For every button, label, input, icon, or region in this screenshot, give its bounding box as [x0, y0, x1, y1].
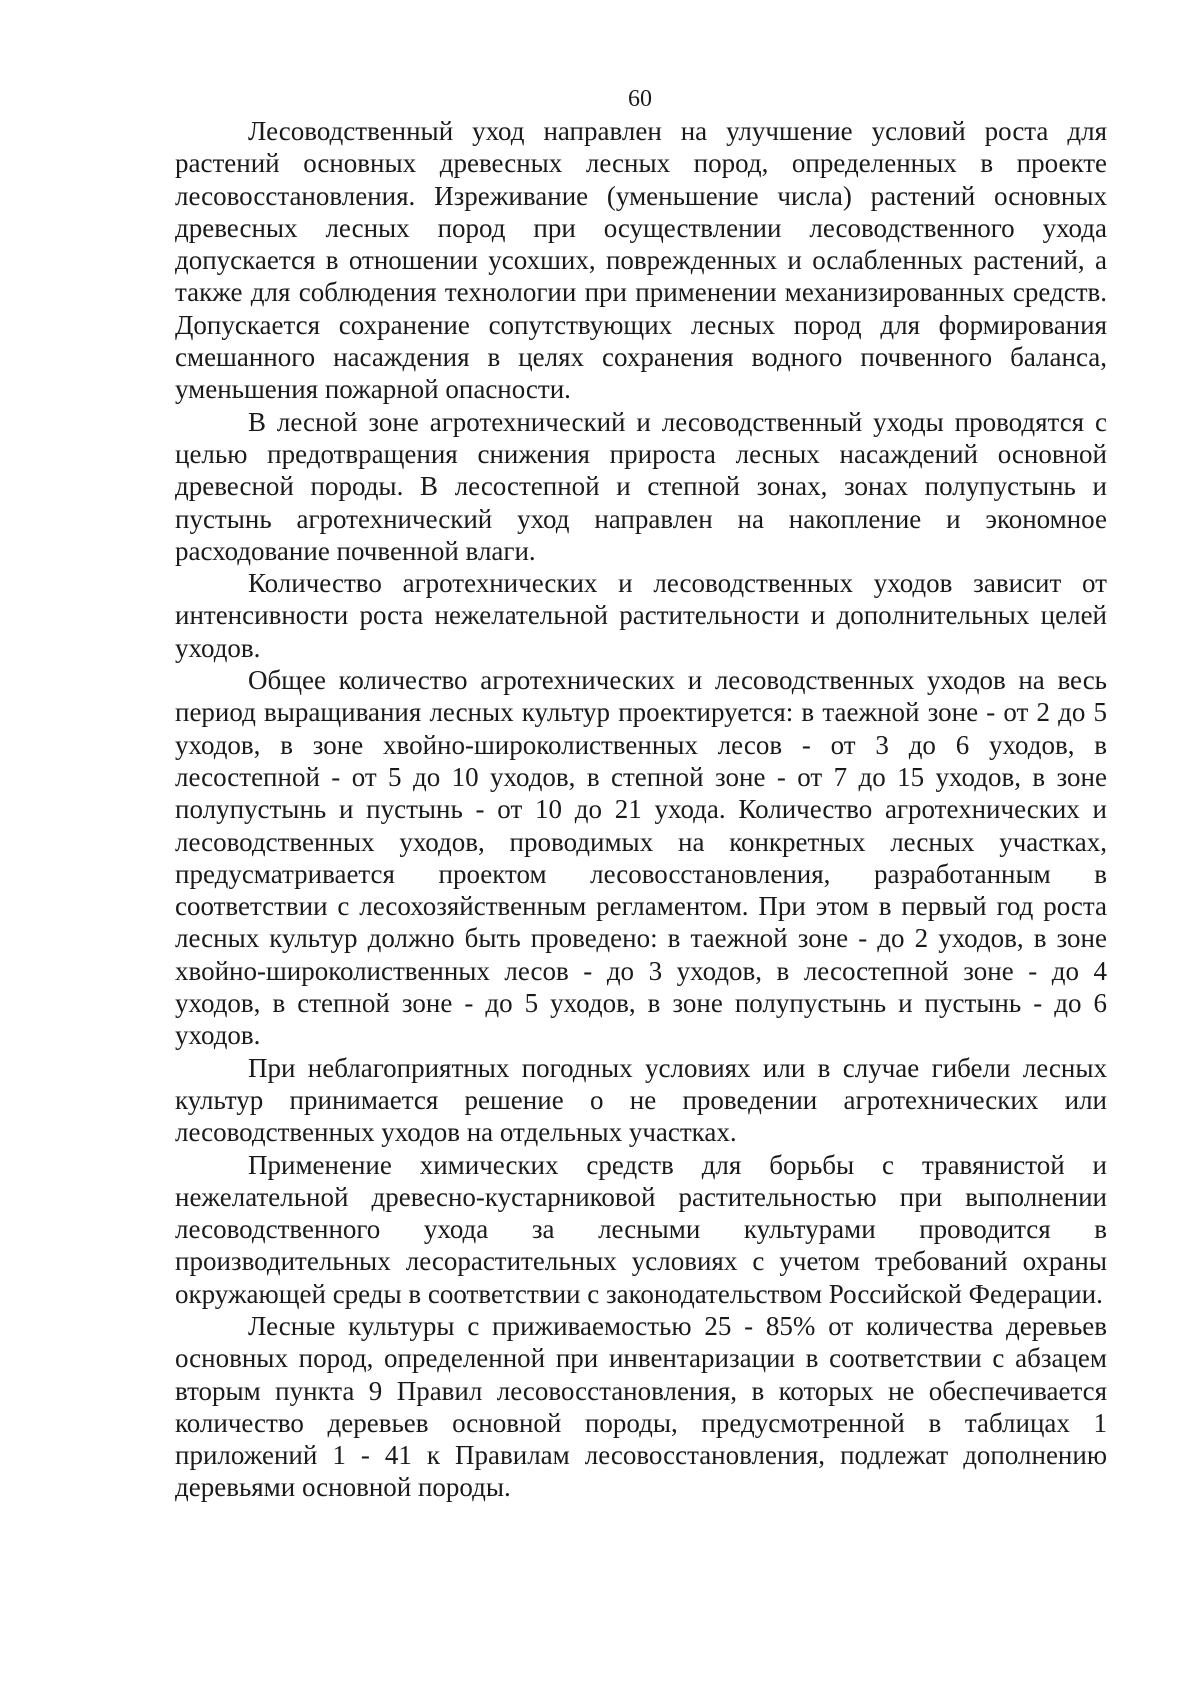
- page-number: 60: [628, 86, 652, 112]
- paragraph-1: Лесоводственный уход направлен на улучшение условий роста для растений основных древесных лесных пород, определенных в проекте лесовосстановления. Изреживание (уменьшение числа) растений основных древесных лесных пород при осуществлении лесоводственного ухода допускается в отношении усохших, поврежденных и ослабленных растений, а также для соблюдения технологии при применении механизированных средств. Допускается сохранение сопутствующих лесных пород для формирования смешанного насаждения в целях сохранения водного почвенного баланса, уменьшения пожарной опасности.: [175, 116, 1107, 405]
- paragraph-4: Общее количество агротехнических и лесоводственных уходов на весь период выращивания лесных культур проектируется: в таежной зоне - от 2 до 5 уходов, в зоне хвойно-широколиственных лесов - от 3 до 6 уходов, в лесостепной - от 5 до 10 уходов, в степной зоне - от 7 до 15 уходов, в зоне полупустынь и пустынь - от 10 до 21 ухода. Количество агротехнических и лесоводственных уходов, проводимых на конкретных лесных участках, предусматривается проектом лесовосстановления, разработанным в соответствии с лесохозяйственным регламентом. При этом в первый год роста лесных культур должно быть проведено: в таежной зоне - до 2 уходов, в зоне хвойно-широколиственных лесов - до 3 уходов, в лесостепной зоне - до 4 уходов, в степной зоне - до 5 уходов, в зоне полупустынь и пустынь - до 6 уходов.: [175, 665, 1107, 1051]
- paragraph-2: В лесной зоне агротехнический и лесоводственный уходы проводятся с целью предотвращения снижения прироста лесных насаждений основной древесной породы. В лесостепной и степной зонах, зонах полупустынь и пустынь агротехнический уход направлен на накопление и экономное расходование почвенной влаги.: [175, 406, 1107, 566]
- paragraph-7: Лесные культуры с приживаемостью 25 - 85% от количества деревьев основных пород, определенной при инвентаризации в соответствии с абзацем вторым пункта 9 Правил лесовосстановления, в которых не обеспечивается количество деревьев основной породы, предусмотренной в таблицах 1 приложений 1 - 41 к Правилам лесовосстановления, подлежат дополнению деревьями основной породы.: [175, 1310, 1107, 1503]
- paragraph-5: При неблагоприятных погодных условиях или в случае гибели лесных культур принимается решение о не проведении агротехнических или лесоводственных уходов на отдельных участках.: [175, 1052, 1107, 1148]
- paragraph-6: Применение химических средств для борьбы с травянистой и нежелательной древесно-кустарниковой растительностью при выполнении лесоводственного ухода за лесными культурами проводится в производительных лесорастительных условиях с учетом требований охраны окружающей среды в соответствии с законодательством Российской Федерации.: [175, 1149, 1107, 1309]
- document-body: [175, 115, 1107, 1504]
- paragraph-3: Количество агротехнических и лесоводственных уходов зависит от интенсивности роста нежелательной растительности и дополнительных целей уходов.: [175, 568, 1107, 663]
